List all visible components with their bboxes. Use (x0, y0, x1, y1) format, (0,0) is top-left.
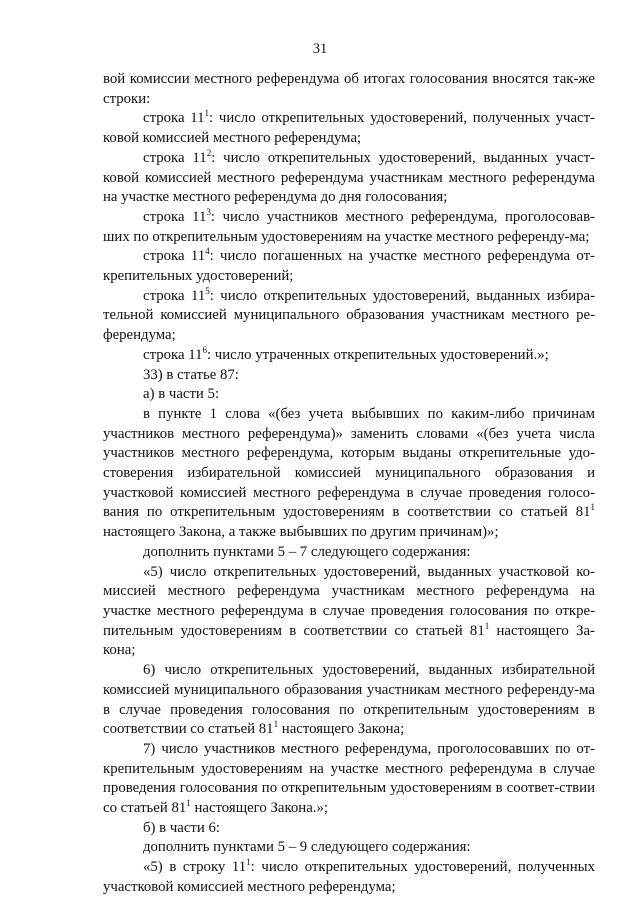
superscript-index: 1 (484, 620, 490, 631)
paragraph (103, 858, 595, 897)
paragraph-text: настоящего За-кона; (103, 622, 595, 659)
paragraph-text: : число открепительных удостоверений, выданных избира-тельной комиссией муниципального образования участникам местного ре-ферендума; (103, 287, 595, 344)
paragraph (103, 109, 595, 148)
paragraph-text: настоящего Закона; (278, 721, 405, 738)
paragraph-text: строка 11 (143, 346, 203, 363)
paragraph (103, 661, 595, 740)
paragraph (103, 70, 595, 109)
paragraph-text: : число участников местного референдума, проголосовав-ших по открепительным удостоверениям на участке местного референду-ма; (103, 208, 595, 245)
paragraph-text: строка 11 (143, 149, 207, 166)
paragraph-text: настоящего Закона.»; (190, 800, 328, 817)
superscript-index: 2 (206, 147, 212, 158)
paragraph-text: строка 11 (143, 248, 206, 265)
paragraph-text: 33) в статье 87: (143, 366, 239, 383)
paragraph-text: а) в части 5: (143, 386, 220, 403)
superscript-index: 5 (205, 285, 210, 296)
superscript-index: 1 (204, 108, 210, 119)
superscript-index: 4 (205, 246, 210, 257)
paragraph-text: строка 11 (143, 208, 207, 225)
superscript-index: 1 (273, 719, 279, 730)
paragraph-text: «5) в строку 11 (143, 859, 247, 876)
paragraph (103, 385, 595, 405)
paragraph-text: : число утраченных открепительных удостоверений.»; (207, 346, 549, 363)
paragraph (103, 287, 595, 346)
paragraph (103, 740, 595, 819)
page-number: 31 (312, 41, 328, 57)
paragraph-text: 6) число открепительных удостоверений, выданных избирательной комиссией муниципального образования участникам местного референду-ма в случае проведения голосования по открепительным удостоверениям в соответствии со статьей 81 (103, 662, 595, 738)
paragraph (103, 543, 595, 563)
paragraph (103, 346, 595, 366)
paragraph-text: : число погашенных на участке местного референдума от-крепительных удостоверений; (103, 248, 595, 285)
paragraph (103, 838, 595, 858)
paragraph (103, 366, 595, 386)
superscript-index: 1 (186, 798, 191, 809)
paragraph (103, 563, 595, 662)
paragraph-text: : число открепительных удостоверений, полученных участ-ковой комиссией местного референдума; (103, 110, 595, 147)
paragraph-text: дополнить пунктами 5 – 7 следующего содержания: (143, 543, 471, 560)
paragraph-text: «5) число открепительных удостоверений, выданных участковой ко-миссией местного референдума участникам местного референдума на участке местного референдума в случае проведения голосования по откре-пительным удостоверениям в соответствии со статьей 81 (103, 563, 595, 639)
paragraph (103, 405, 595, 543)
paragraph (103, 819, 595, 839)
paragraph-text: : число открепительных удостоверений, полученных участковой комиссией местного референдума; (103, 859, 595, 895)
paragraph-text: вой комиссии местного референдума об итогах голосования вносятся так-же строки: (103, 71, 595, 107)
paragraph-text: строка 11 (143, 287, 206, 304)
superscript-index: 3 (206, 206, 211, 217)
paragraph-text: дополнить пунктами 5 – 9 следующего содержания: (143, 839, 471, 856)
paragraph (103, 208, 595, 247)
paragraph-text: б) в части 6: (143, 819, 221, 836)
paragraph-text: : число открепительных удостоверений, выданных участ-ковой комиссией местного референдума участникам местного референдума на участке местного референдума до дня голосования; (103, 149, 595, 206)
superscript-index: 1 (246, 857, 251, 868)
paragraph-text: строка 11 (143, 110, 205, 127)
superscript-index: 1 (590, 502, 595, 513)
paragraph-text: в пункте 1 слова «(без учета выбывших по каким-либо причинам участников местного референдума)» заменить словами «(без учета числа участников местного референдума, которым выданы открепительные удо-стоверения избирательной комиссией муниципального образования и участковой комиссией местного референдума в случае проведения голосо-вания по открепительным удостоверениям в соответствии со статьей 81 (103, 405, 595, 521)
paragraph (103, 149, 595, 208)
document-body (103, 70, 595, 898)
paragraph-text: 7) число участников местного референдума, проголосовавших по от-крепительным удостоверениям на участке местного референдума в случае проведения голосования по открепительным удостоверениям в соответ-ствии со статьей 81 (103, 740, 595, 817)
paragraph (103, 247, 595, 286)
paragraph-text: настоящего Закона, а также выбывших по другим причинам)»; (103, 524, 499, 541)
superscript-index: 6 (202, 344, 207, 355)
